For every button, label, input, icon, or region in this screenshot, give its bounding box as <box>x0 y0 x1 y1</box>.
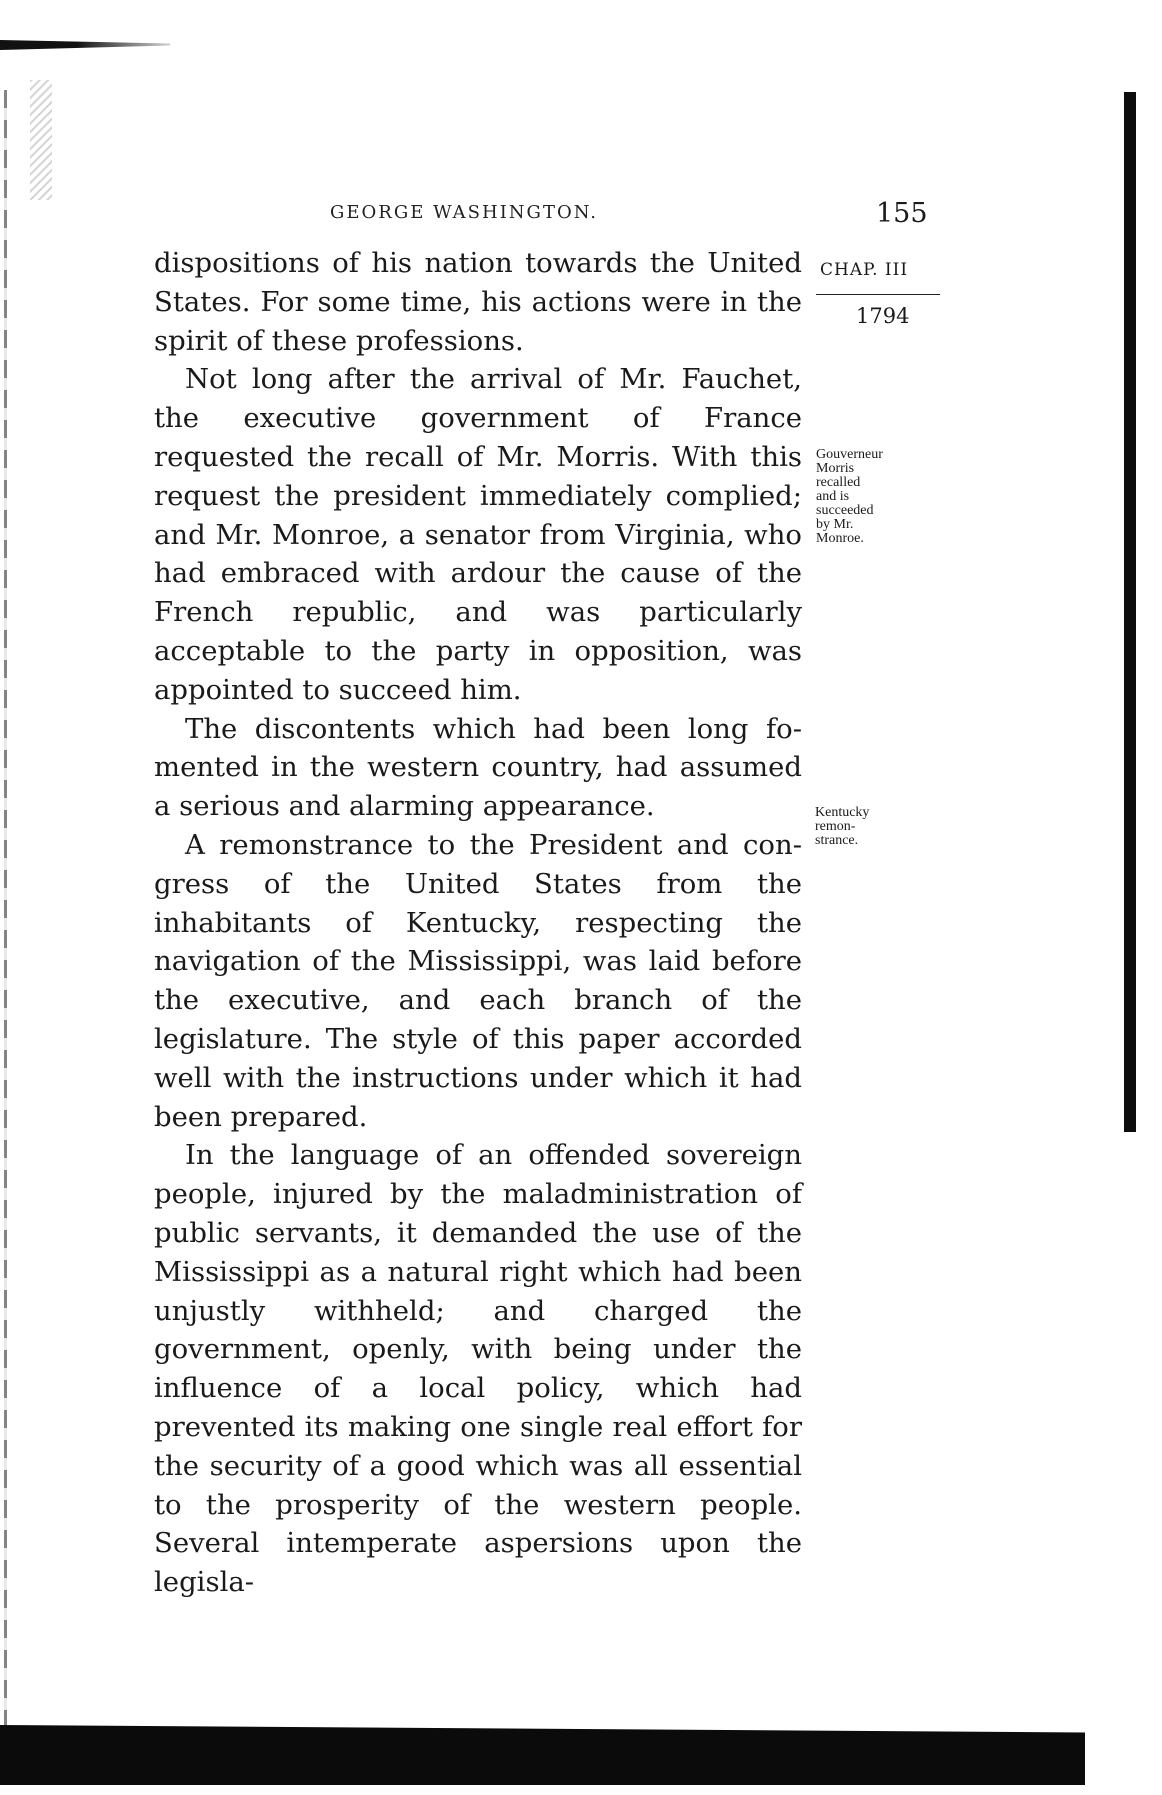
body-text <box>154 244 802 1602</box>
scan-edge-top-left <box>0 40 170 50</box>
scan-edge-right <box>1124 92 1136 1132</box>
page-number: 155 <box>876 198 928 229</box>
paragraph: A remonstrance to the President and congress of the United States from the inhabitants of Kentucky, respecting the navigation of the Mississippi, was laid before the executive, and each branch of the legislature. The style of this paper accorded well with the instructions under which it had been prepared. <box>154 828 802 1133</box>
paragraph: In the language of an offended sovereign people, injured by the maladministration of public servants, it demanded the use of the Mississippi as a natural right which had been unjustly withheld; and charged the government, openly, with being under the influence of a local policy, which had prevented its making one single real effort for the security of a good which was all essential to the prosperity of the western people. Several intemperate aspersions upon the legisla- <box>154 1139 802 1599</box>
scan-speckle-left <box>30 80 52 200</box>
sidenote-kentucky-remonstrance: Kentucky remon- strance. <box>815 805 870 848</box>
paragraph: Not long after the arrival of Mr. Fauchet, the executive government of France requested the recall of Mr. Morris. With this request the president immediately complied; and Mr. Monroe, a senator from Virginia, who had embraced with ardour the cause of the French republic, and was particularly acceptable to the party in opposition, was appointed to succeed him. <box>154 363 802 706</box>
chapter-year: 1794 <box>856 304 910 328</box>
paragraph: The discontents which had been long fomented in the western country, had assumed a serious and alarming appearance. <box>154 712 802 823</box>
scan-edge-bottom <box>0 1710 1085 1785</box>
chapter-rule <box>816 294 940 295</box>
chapter-label: CHAP. III <box>820 260 909 280</box>
sidenote-morris-recalled: Gouverneur Morris recalled and is succeeded by Mr. Monroe. <box>816 447 883 546</box>
scan-edge-left <box>4 90 7 1730</box>
paragraph: dispositions of his nation towards the United States. For some time, his actions were in the spirit of these professions. <box>154 247 802 357</box>
running-head: GEORGE WASHINGTON. <box>330 202 599 223</box>
